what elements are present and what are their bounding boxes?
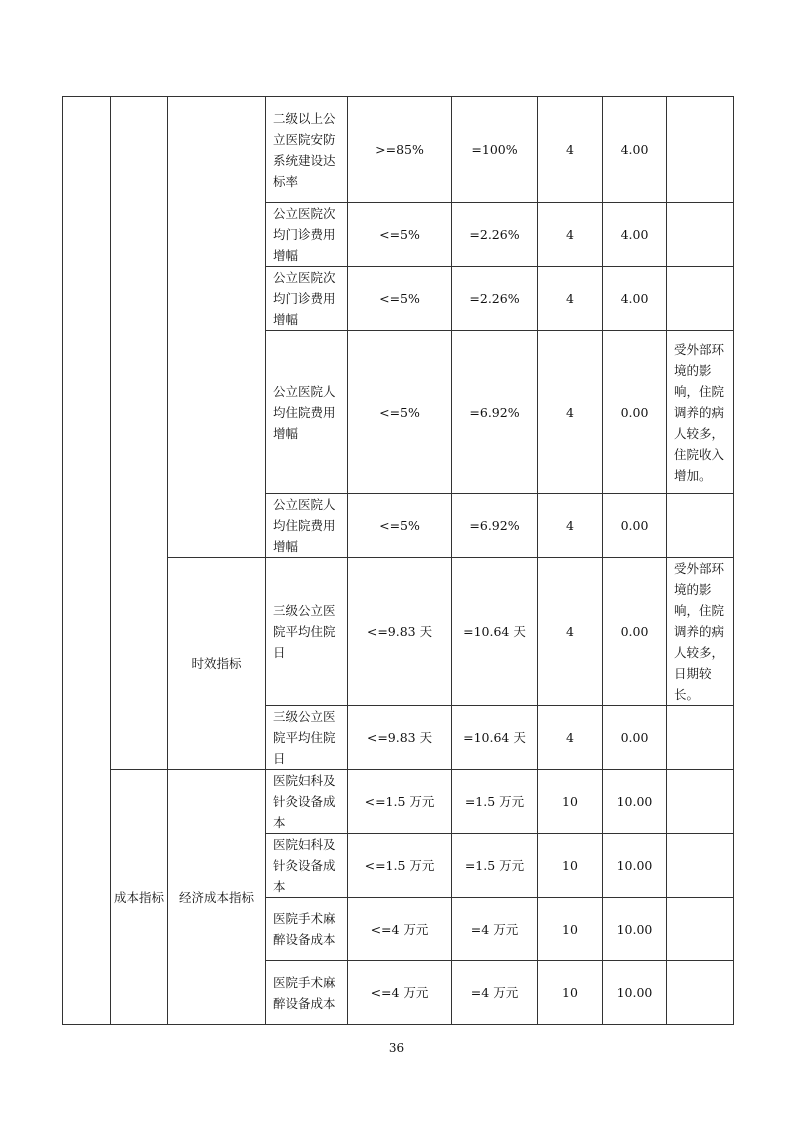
indicator-cell: 公立医院人均住院费用增幅 (266, 494, 348, 558)
group-timeliness-cell: 时效指标 (168, 558, 266, 770)
indicator-cell: 公立医院次均门诊费用增幅 (266, 203, 348, 267)
score-cell: 10.00 (603, 834, 667, 898)
note-cell (667, 267, 734, 331)
actual-cell: =4 万元 (452, 898, 538, 961)
target-cell: <=5% (348, 494, 452, 558)
note-cell (667, 770, 734, 834)
target-cell: <=4 万元 (348, 898, 452, 961)
indicator-cell: 医院手术麻醉设备成本 (266, 898, 348, 961)
target-cell: >=85% (348, 97, 452, 203)
score-cell: 0.00 (603, 494, 667, 558)
target-cell: <=1.5 万元 (348, 770, 452, 834)
indicator-cell: 医院妇科及针灸设备成本 (266, 770, 348, 834)
target-cell: <=4 万元 (348, 961, 452, 1025)
actual-cell: =2.26% (452, 203, 538, 267)
note-cell (667, 203, 734, 267)
target-cell: <=9.83 天 (348, 706, 452, 770)
note-cell (667, 97, 734, 203)
note-cell (667, 494, 734, 558)
score-cell: 4.00 (603, 97, 667, 203)
table-row (63, 97, 734, 203)
weight-cell: 10 (538, 770, 603, 834)
target-cell: <=9.83 天 (348, 558, 452, 706)
indicator-cell: 医院手术麻醉设备成本 (266, 961, 348, 1025)
weight-cell: 10 (538, 898, 603, 961)
note-cell (667, 834, 734, 898)
group-cost-level2-cell: 经济成本指标 (168, 770, 266, 1025)
actual-cell: =6.92% (452, 494, 538, 558)
score-cell: 4.00 (603, 267, 667, 331)
actual-cell: =100% (452, 97, 538, 203)
weight-cell: 4 (538, 267, 603, 331)
score-cell: 10.00 (603, 898, 667, 961)
note-cell (667, 961, 734, 1025)
target-cell: <=1.5 万元 (348, 834, 452, 898)
indicator-cell: 二级以上公立医院安防系统建设达标率 (266, 97, 348, 203)
indicator-cell: 公立医院人均住院费用增幅 (266, 331, 348, 494)
level2-empty-cell (168, 97, 266, 558)
weight-cell: 4 (538, 203, 603, 267)
target-cell: <=5% (348, 267, 452, 331)
page-number: 36 (388, 1041, 405, 1055)
weight-cell: 4 (538, 331, 603, 494)
actual-cell: =6.92% (452, 331, 538, 494)
table-row (63, 770, 734, 834)
score-cell: 0.00 (603, 331, 667, 494)
score-cell: 10.00 (603, 770, 667, 834)
target-cell: <=5% (348, 331, 452, 494)
actual-cell: =1.5 万元 (452, 770, 538, 834)
note-cell: 受外部环境的影响，住院调养的病人较多，日期较长。 (667, 558, 734, 706)
weight-cell: 4 (538, 558, 603, 706)
indicator-cell: 三级公立医院平均住院日 (266, 558, 348, 706)
note-cell (667, 898, 734, 961)
score-cell: 0.00 (603, 706, 667, 770)
performance-table (62, 96, 734, 1025)
target-cell: <=5% (348, 203, 452, 267)
score-cell: 10.00 (603, 961, 667, 1025)
actual-cell: =1.5 万元 (452, 834, 538, 898)
indicator-cell: 公立医院次均门诊费用增幅 (266, 267, 348, 331)
indicator-cell: 三级公立医院平均住院日 (266, 706, 348, 770)
weight-cell: 10 (538, 961, 603, 1025)
score-cell: 4.00 (603, 203, 667, 267)
note-cell: 受外部环境的影响，住院调养的病人较多，住院收入增加。 (667, 331, 734, 494)
level1-empty-cell (111, 97, 168, 770)
weight-cell: 4 (538, 706, 603, 770)
actual-cell: =10.64 天 (452, 558, 538, 706)
level1-empty-cell (63, 97, 111, 1025)
actual-cell: =4 万元 (452, 961, 538, 1025)
score-cell: 0.00 (603, 558, 667, 706)
actual-cell: =2.26% (452, 267, 538, 331)
actual-cell: =10.64 天 (452, 706, 538, 770)
note-cell (667, 706, 734, 770)
group-cost-level1-cell: 成本指标 (111, 770, 168, 1025)
weight-cell: 10 (538, 834, 603, 898)
indicator-cell: 医院妇科及针灸设备成本 (266, 834, 348, 898)
weight-cell: 4 (538, 494, 603, 558)
weight-cell: 4 (538, 97, 603, 203)
